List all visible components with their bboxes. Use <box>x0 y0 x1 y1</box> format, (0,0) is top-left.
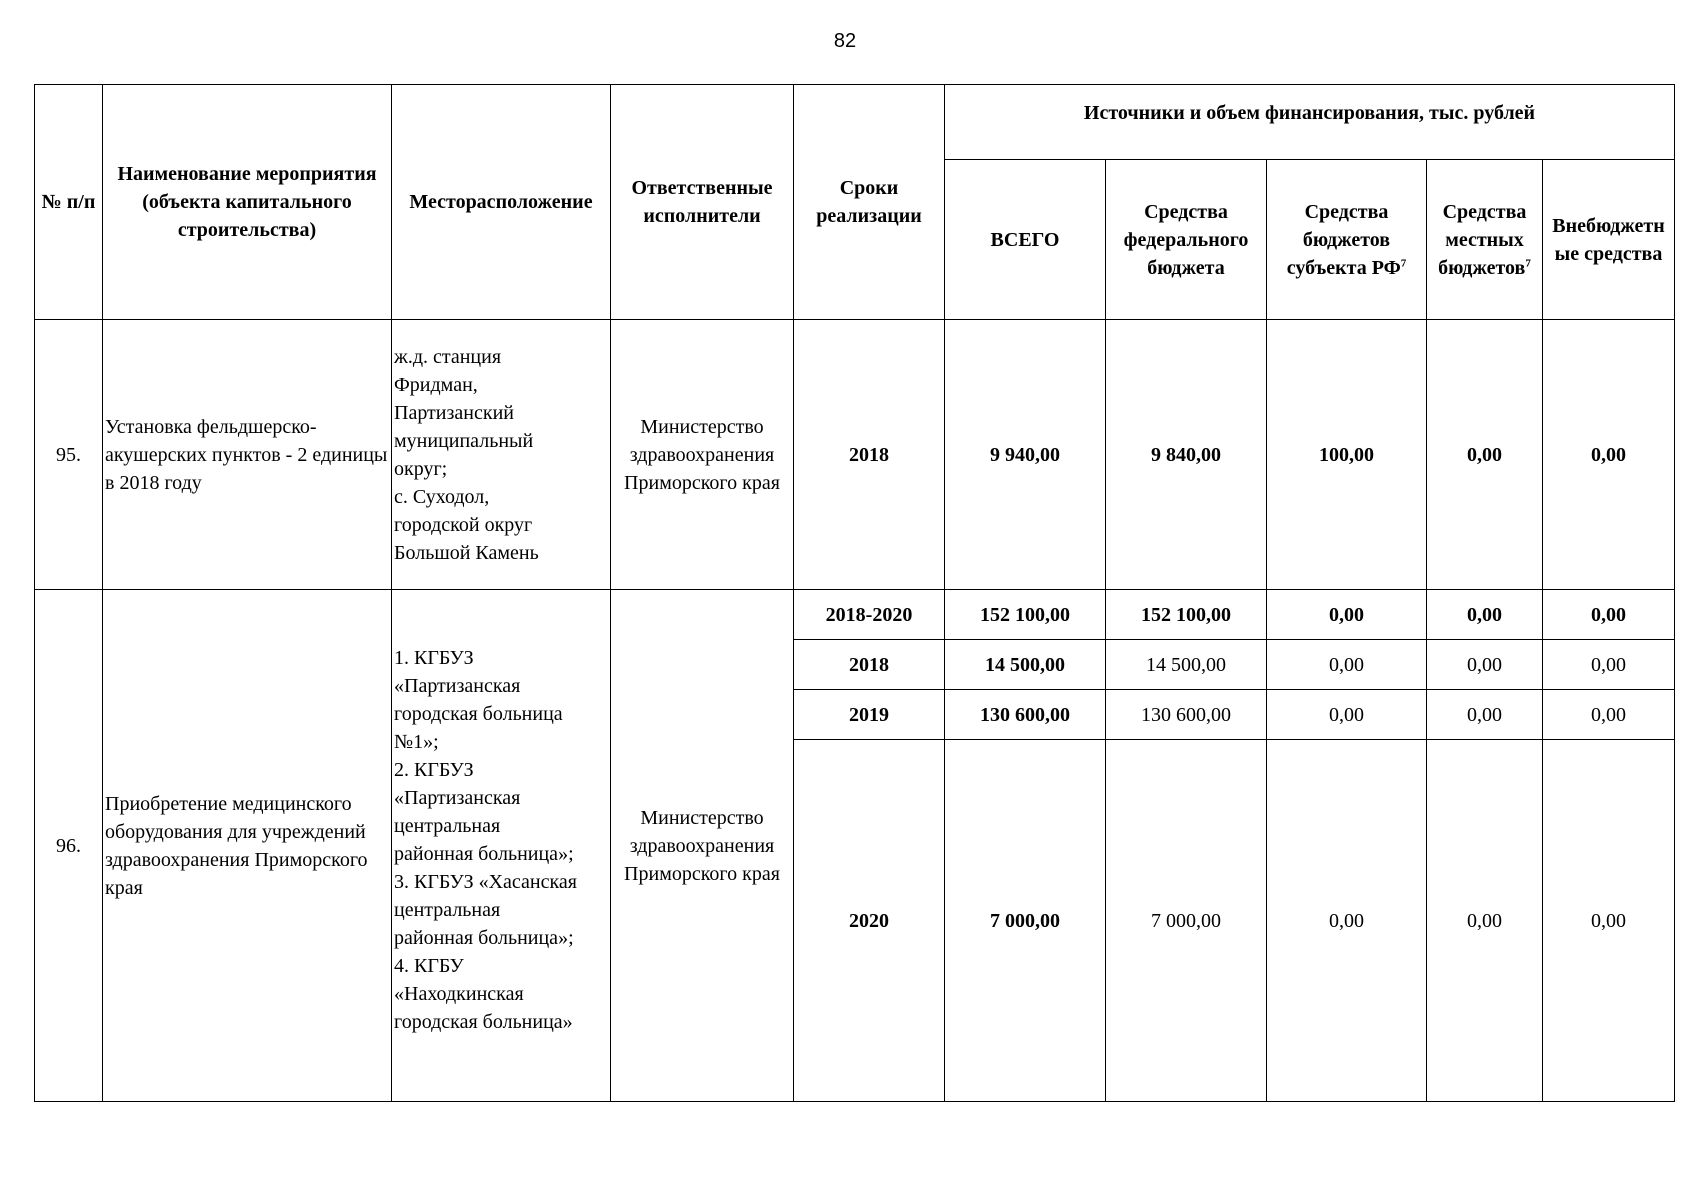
financing-table <box>34 84 1675 1102</box>
header-funding-group: Источники и объем финансирования, тыс. рублей <box>945 85 1675 160</box>
cell-subject: 0,00 <box>1267 690 1427 740</box>
row-name: Приобретение медицинского оборудования для учреждений здравоохранения Приморского края <box>103 590 392 1102</box>
header-name: Наименование мероприятия (объекта капитального строительства) <box>103 85 392 320</box>
header-location: Месторасположение <box>392 85 611 320</box>
header-extra: Внебюджетн ые средства <box>1543 160 1675 320</box>
page-number: 82 <box>833 30 857 52</box>
cell-term: 2020 <box>794 740 945 1102</box>
header-subject: Средства бюджетов субъекта $РФ^7$ <box>1267 160 1427 320</box>
cell-subject: 0,00 <box>1267 640 1427 690</box>
row-location: ж.д. станция Фридман, Партизанский муниципальный округ; с. Суходол, городской округ Большой Камень <box>392 320 611 590</box>
cell-term: 2019 <box>794 690 945 740</box>
cell-extra: 0,00 <box>1543 590 1675 640</box>
cell-total: 152 100,00 <box>945 590 1106 640</box>
row-name: Установка фельдшерско-акушерских пунктов - 2 единицы в 2018 году <box>103 320 392 590</box>
row-executor: Министерство здравоохранения Приморского края <box>611 320 794 590</box>
cell-federal: 130 600,00 <box>1106 690 1267 740</box>
table-row <box>35 320 1675 590</box>
cell-local: 0,00 <box>1427 590 1543 640</box>
row-executor: Министерство здравоохранения Приморского края <box>611 590 794 1102</box>
header-num: № п/п <box>35 85 103 320</box>
cell-total: 7 000,00 <box>945 740 1106 1102</box>
cell-subject: 0,00 <box>1267 740 1427 1102</box>
cell-local: 0,00 <box>1427 690 1543 740</box>
cell-subject: 0,00 <box>1267 590 1427 640</box>
cell-term: 2018-2020 <box>794 590 945 640</box>
cell-federal: 9 840,00 <box>1106 320 1267 590</box>
cell-subject: 100,00 <box>1267 320 1427 590</box>
header-terms: Сроки реализации <box>794 85 945 320</box>
cell-extra: 0,00 <box>1543 320 1675 590</box>
cell-total: 14 500,00 <box>945 640 1106 690</box>
table-row <box>35 590 1675 640</box>
header-total: ВСЕГО <box>945 160 1106 320</box>
cell-term: 2018 <box>794 640 945 690</box>
header-local: Средства местных бюджетов$^7$ <box>1427 160 1543 320</box>
cell-federal: 152 100,00 <box>1106 590 1267 640</box>
header-federal: Средства федерального бюджета <box>1106 160 1267 320</box>
cell-local: 0,00 <box>1427 640 1543 690</box>
cell-federal: 14 500,00 <box>1106 640 1267 690</box>
cell-extra: 0,00 <box>1543 740 1675 1102</box>
cell-total: 130 600,00 <box>945 690 1106 740</box>
row-number: 95. <box>35 320 103 590</box>
cell-total: 9 940,00 <box>945 320 1106 590</box>
cell-federal: 7 000,00 <box>1106 740 1267 1102</box>
cell-extra: 0,00 <box>1543 640 1675 690</box>
header-row-top <box>35 85 1675 160</box>
cell-local: 0,00 <box>1427 740 1543 1102</box>
row-location: 1. КГБУЗ «Партизанская городская больница №1»; 2. КГБУЗ «Партизанская центральная районная больница»; 3. КГБУЗ «Хасанская центральная районная больница»; 4. КГБУ «Находкинская городская больница» <box>392 590 611 1102</box>
cell-local: 0,00 <box>1427 320 1543 590</box>
cell-extra: 0,00 <box>1543 690 1675 740</box>
header-executors: Ответственные исполнители <box>611 85 794 320</box>
row-number: 96. <box>35 590 103 1102</box>
cell-term: 2018 <box>794 320 945 590</box>
